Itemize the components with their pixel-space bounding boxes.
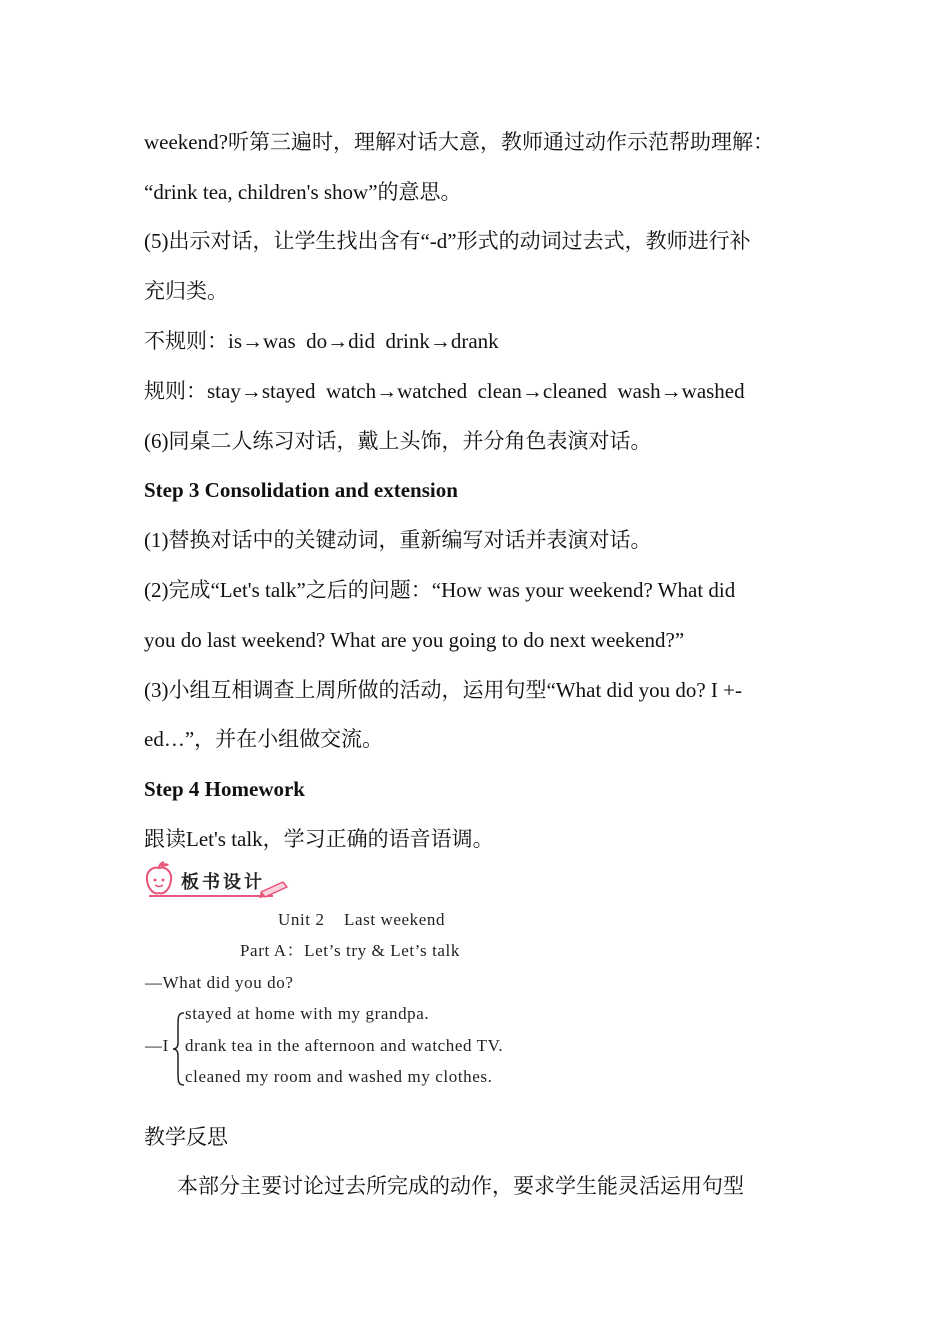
board-question: —What did you do? bbox=[145, 973, 294, 992]
step4-heading: Step 4 Homework bbox=[144, 777, 305, 801]
board-answer: stayed at home with my grandpa. bbox=[185, 1004, 430, 1023]
paragraph-line: (5)出示对话，让学生找出含有“-d”形式的动词过去式，教师进行补 bbox=[144, 229, 751, 253]
step3-heading: Step 3 Consolidation and extension bbox=[144, 478, 458, 502]
reflection-text: 本部分主要讨论过去所完成的动作，要求学生能灵活运用句型 bbox=[177, 1174, 744, 1198]
board-design-label: 板书设计 bbox=[181, 872, 265, 893]
board-title: Unit 2 Last weekend bbox=[278, 910, 446, 929]
paragraph-line: 充归类。 bbox=[144, 279, 228, 303]
paragraph-line: “drink tea, children's show”的意思。 bbox=[144, 180, 462, 204]
board-answer: drank tea in the afternoon and watched TV. bbox=[185, 1036, 504, 1055]
irregular-verbs-line: 不规则：is→was do→did drink→drank bbox=[144, 329, 499, 353]
paragraph-line: weekend?听第三遍时，理解对话大意，教师通过动作示范帮助理解： bbox=[144, 130, 774, 154]
paragraph-line: you do last weekend? What are you going to do next weekend?” bbox=[144, 628, 685, 652]
paragraph-line: ed…”，并在小组做交流。 bbox=[144, 727, 384, 751]
paragraph-line: (1)替换对话中的关键动词，重新编写对话并表演对话。 bbox=[144, 528, 652, 552]
regular-verbs-line: 规则：stay→stayed watch→watched clean→cleaned wash→washed bbox=[144, 379, 745, 403]
board-design-badge bbox=[143, 860, 293, 900]
board-answer: cleaned my room and washed my clothes. bbox=[185, 1067, 493, 1086]
paragraph-line: 跟读Let's talk，学习正确的语音语调。 bbox=[144, 827, 494, 851]
board-answer-prefix: —I bbox=[145, 1036, 169, 1055]
board-subtitle: Part A：Let’s try & Let’s talk bbox=[240, 941, 460, 960]
paragraph-line: (3)小组互相调查上周所做的活动，运用句型“What did you do? I +- bbox=[144, 678, 743, 702]
reflection-heading: 教学反思 bbox=[144, 1125, 228, 1149]
paragraph-line: (2)完成“Let's talk”之后的问题：“How was your weekend? What did bbox=[144, 578, 736, 602]
paragraph-line: (6)同桌二人练习对话，戴上头饰，并分角色表演对话。 bbox=[144, 429, 652, 453]
brace-icon bbox=[172, 1011, 186, 1087]
